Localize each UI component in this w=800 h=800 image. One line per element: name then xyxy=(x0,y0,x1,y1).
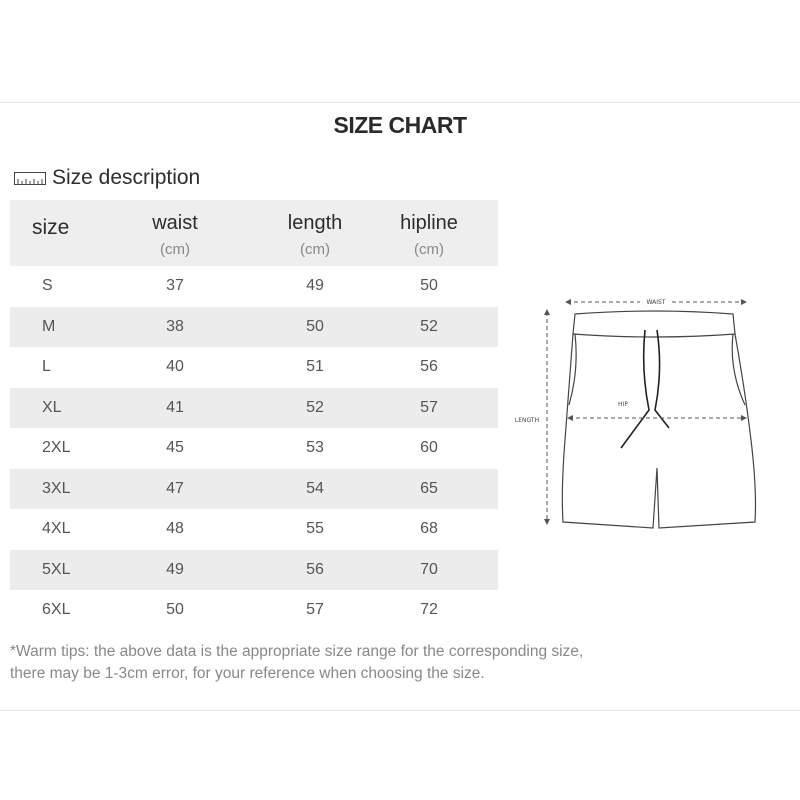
cell-size: 3XL xyxy=(42,479,71,497)
section-heading-label: Size description xyxy=(52,166,201,189)
table-row xyxy=(10,550,498,591)
cell-length: 51 xyxy=(306,358,324,376)
cell-size: M xyxy=(42,317,56,335)
bottom-divider xyxy=(0,710,800,711)
header-waist-unit: (cm) xyxy=(160,241,190,258)
table-row xyxy=(10,590,498,631)
top-divider xyxy=(0,102,800,103)
cell-waist: 38 xyxy=(166,317,184,335)
warm-tips-line-2: there may be 1-3cm error, for your reference when choosing the size. xyxy=(10,665,485,682)
cell-length: 56 xyxy=(306,560,324,578)
cell-waist: 41 xyxy=(166,398,184,416)
cell-hipline: 56 xyxy=(420,358,438,376)
hip-label: HIP xyxy=(618,401,628,408)
cell-hipline: 70 xyxy=(420,560,438,578)
cell-length: 50 xyxy=(306,317,324,335)
warm-tips xyxy=(10,641,790,685)
header-hipline xyxy=(370,200,488,258)
cell-waist: 40 xyxy=(166,358,184,376)
header-length xyxy=(260,200,370,258)
cell-waist: 48 xyxy=(166,520,184,538)
cell-hipline: 60 xyxy=(420,439,438,457)
cell-size: 6XL xyxy=(42,601,71,619)
size-table xyxy=(10,200,498,631)
header-hipline-label: hipline xyxy=(400,212,458,234)
cell-size: S xyxy=(42,277,53,295)
table-row xyxy=(10,388,498,429)
table-row xyxy=(10,266,498,307)
cell-length: 53 xyxy=(306,439,324,457)
cell-waist: 47 xyxy=(166,479,184,497)
table-header xyxy=(10,200,498,266)
header-length-unit: (cm) xyxy=(300,241,330,258)
length-label: LENGTH xyxy=(514,417,540,424)
table-row xyxy=(10,347,498,388)
table-row xyxy=(10,307,498,348)
cell-length: 55 xyxy=(306,520,324,538)
cell-waist: 49 xyxy=(166,560,184,578)
hip-measure-line xyxy=(567,415,747,421)
cell-length: 49 xyxy=(306,277,324,295)
cell-length: 54 xyxy=(306,479,324,497)
cell-hipline: 57 xyxy=(420,398,438,416)
table-row xyxy=(10,469,498,510)
header-hipline-unit: (cm) xyxy=(414,241,444,258)
cell-hipline: 65 xyxy=(420,479,438,497)
cell-size: XL xyxy=(42,398,62,416)
cell-hipline: 68 xyxy=(420,520,438,538)
ruler-icon xyxy=(14,172,46,185)
cell-length: 57 xyxy=(306,601,324,619)
header-waist xyxy=(90,200,260,258)
cell-length: 52 xyxy=(306,398,324,416)
page-title: SIZE CHART xyxy=(333,112,467,138)
header-waist-label: waist xyxy=(152,212,198,234)
section-heading xyxy=(14,166,200,190)
cell-size: 2XL xyxy=(42,439,71,457)
drawstring xyxy=(621,330,669,448)
header-length-label: length xyxy=(287,212,343,234)
header-size xyxy=(10,200,90,240)
cell-waist: 50 xyxy=(166,601,184,619)
cell-hipline: 52 xyxy=(420,317,438,335)
shorts-diagram xyxy=(505,290,765,540)
header-size-label: size xyxy=(32,216,70,239)
length-measure-line xyxy=(544,309,550,525)
cell-size: 4XL xyxy=(42,520,71,538)
cell-hipline: 50 xyxy=(420,277,438,295)
cell-waist: 37 xyxy=(166,277,184,295)
cell-size: 5XL xyxy=(42,560,71,578)
cell-hipline: 72 xyxy=(420,601,438,619)
table-row xyxy=(10,509,498,550)
cell-size: L xyxy=(42,358,51,376)
cell-waist: 45 xyxy=(166,439,184,457)
warm-tips-line-1: *Warm tips: the above data is the appropriate size range for the corresponding size, xyxy=(10,643,584,660)
table-row xyxy=(10,428,498,469)
waist-label: WAIST xyxy=(646,299,666,306)
